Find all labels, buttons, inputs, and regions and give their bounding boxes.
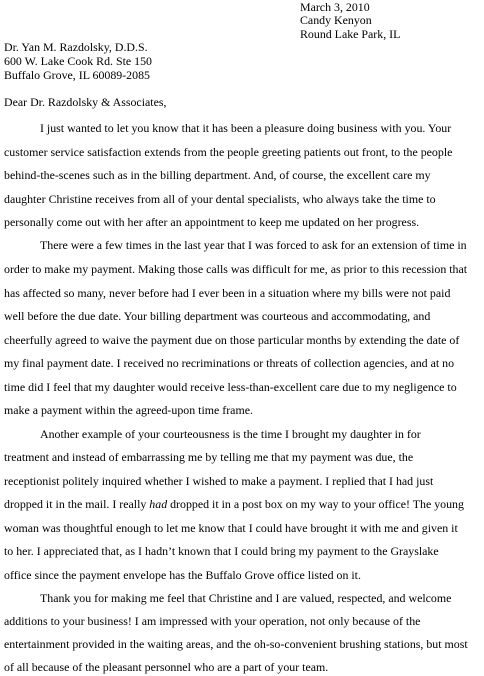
paragraph-line: daughter Christine receives from all of your dental specialists, who always take the time to — [4, 192, 436, 206]
recipient-city: Buffalo Grove, IL 60089-2085 — [4, 68, 150, 82]
sender-city: Round Lake Park, IL — [300, 27, 401, 41]
paragraph-line: time did I feel that my daughter would receive less-than-excellent care due to my negligence to — [4, 380, 457, 394]
paragraph-text: dropped it in the mail. I really — [4, 497, 150, 511]
paragraph-line: treatment and instead of embarrassing me by telling me that my payment was due, the — [4, 450, 414, 464]
recipient-street: 600 W. Lake Cook Rd. Ste 150 — [4, 54, 152, 68]
sender-name: Candy Kenyon — [300, 13, 372, 27]
paragraph-line: of all because of the pleasant personnel who are a part of your team. — [4, 660, 329, 674]
paragraph-line: cheerfully agreed to waive the payment due on those particular months by extending the date of — [4, 333, 460, 347]
paragraph-line: office since the payment envelope has the Buffalo Grove office listed on it. — [4, 568, 361, 582]
sender-date: March 3, 2010 — [300, 0, 370, 14]
paragraph-line: additions to your business! I am impressed with your operation, not only because of the — [4, 614, 421, 628]
paragraph-line: customer service satisfaction extends from the people greeting patients out front, to the people — [4, 145, 453, 159]
paragraph-line: behind-the-scenes such as in the billing department. And, of course, the excellent care my — [4, 168, 431, 182]
paragraph-line — [4, 497, 464, 511]
paragraph-line: my final payment date. I received no recriminations or threats of collection agencies, and at no — [4, 356, 455, 370]
paragraph-line: woman was thoughtful enough to let me know that I could have brought it with me and given it — [4, 521, 458, 535]
paragraph-text: dropped it in a post box on my way to your office! The young — [167, 497, 464, 511]
paragraph-line: I just wanted to let you know that it has been a pleasure doing business with you. Your — [40, 121, 452, 135]
paragraph-line: order to make my payment. Making those calls was difficult for me, as prior to this recession that — [4, 262, 468, 276]
paragraph-line: make a payment within the agreed-upon time frame. — [4, 403, 253, 417]
paragraph-line: receptionist politely inquired whether I wished to make a payment. I replied that I had just — [4, 474, 434, 488]
paragraph-line: Another example of your courteousness is the time I brought my daughter in for — [40, 427, 421, 441]
paragraph-line: entertainment provided in the waiting areas, and the oh-so-convenient brushing stations, but most — [4, 637, 468, 651]
paragraph-line: There were a few times in the last year that I was forced to ask for an extension of time in — [40, 238, 467, 252]
paragraph-line: Thank you for making me feel that Christine and I are valued, respected, and welcome — [40, 591, 452, 605]
paragraph-line: to her. I appreciated that, as I hadn’t known that I could bring my payment to the Grayslake — [4, 544, 439, 558]
emphasis-text: had — [149, 497, 168, 511]
paragraph-line: personally come out with her after an appointment to keep me updated on her progress. — [4, 215, 420, 229]
recipient-name: Dr. Yan M. Razdolsky, D.D.S. — [4, 40, 148, 54]
paragraph-line: has affected so many, never before had I ever been in a situation where my bills were not paid — [4, 286, 451, 300]
paragraph-line: well before the due date. Your billing department was courteous and accommodating, and — [4, 309, 431, 323]
salutation: Dear Dr. Razdolsky & Associates, — [4, 95, 167, 109]
